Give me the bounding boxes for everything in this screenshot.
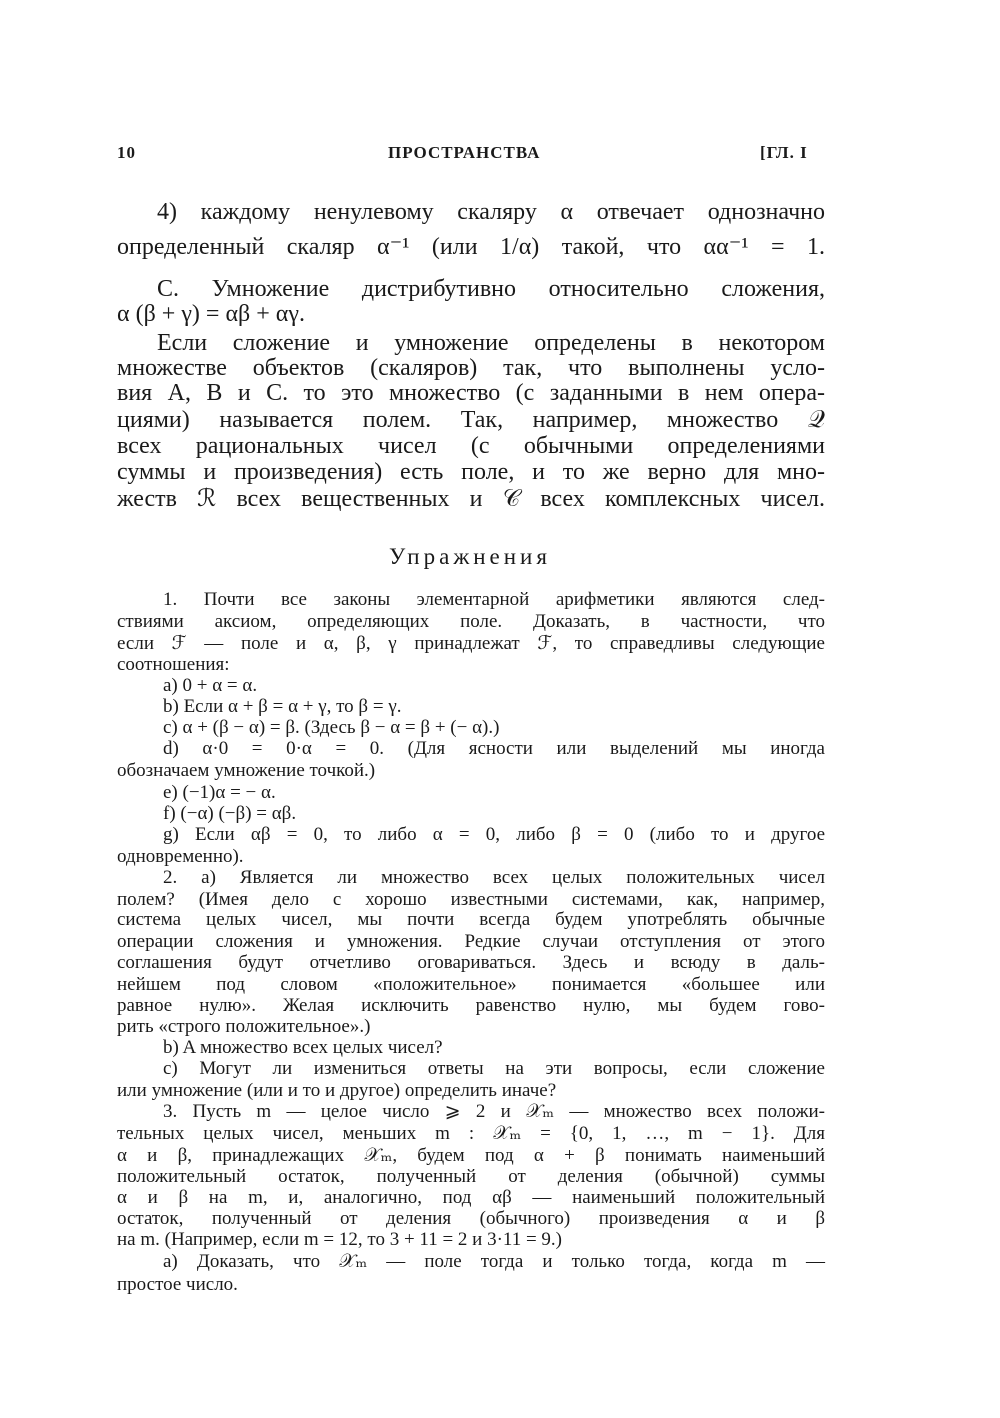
text-line: ствиями аксиом, определяющих поле. Доказать, в частности, что xyxy=(117,611,825,632)
text-line: рить «строго положительное».) xyxy=(117,1016,371,1037)
text-line: полем? (Имея дело с хорошо известными системами, как, например, xyxy=(117,889,825,910)
text-line: циями) называется полем. Так, например, множество 𝒬 xyxy=(117,407,825,433)
text-line: если ℱ — поле и α, β, γ принадлежат ℱ, то справедливы следующие xyxy=(117,633,825,654)
running-title: ПРОСТРАНСТВА xyxy=(388,143,541,162)
chapter-label: [ГЛ. I xyxy=(760,143,808,162)
text-line: жеств ℛ всех вещественных и 𝒞 всех комплексных чисел. xyxy=(117,486,825,512)
text-line: или умножение (или и то и другое) определить иначе? xyxy=(117,1080,557,1101)
text-line: b) A множество всех целых чисел? xyxy=(163,1037,443,1058)
text-line: a) 0 + α = α. xyxy=(163,675,258,696)
text-line: всех рациональных чисел (с обычными определениями xyxy=(117,433,825,459)
text-line: обозначаем умножение точкой.) xyxy=(117,760,376,781)
text-line: a) Доказать, что 𝒳ₘ — поле тогда и только тогда, когда m — xyxy=(163,1251,825,1272)
text-line: тельных целых чисел, меньших m : 𝒳ₘ = {0, 1, …, m − 1}. Для xyxy=(117,1123,825,1144)
text-line: α и β, принадлежащих 𝒳ₘ, будем под α + β понимать наименьший xyxy=(117,1145,825,1166)
text-line: 3. Пусть m — целое число ⩾ 2 и 𝒳ₘ — множество всех положи- xyxy=(163,1101,825,1122)
text-line: Если сложение и умножение определены в некотором xyxy=(157,330,825,356)
text-line: множестве объектов (скаляров) так, что выполнены усло- xyxy=(117,355,825,381)
text-line: положительный остаток, полученный от деления (обычной) суммы xyxy=(117,1166,825,1187)
text-line: соглашения будут отчетливо оговариваться. Здесь и всюду в даль- xyxy=(117,952,825,973)
text-line: суммы и произведения) есть поле, и то же верно для мно- xyxy=(117,459,825,485)
page-number: 10 xyxy=(117,143,136,162)
text-line: остаток, полученный от деления (обычного) произведения α и β xyxy=(117,1208,825,1229)
text-line: нейшем под словом «положительное» понимается «большее или xyxy=(117,974,825,995)
text-line: 4) каждому ненулевому скаляру α отвечает однозначно xyxy=(157,199,825,225)
text-line: равное нулю». Желая исключить равенство нулю, мы будем гово- xyxy=(117,995,825,1016)
text-line: операции сложения и умножения. Редкие случаи отступления от этого xyxy=(117,931,825,952)
text-line: c) Могут ли измениться ответы на эти вопросы, если сложение xyxy=(163,1058,825,1079)
text-line: b) Если α + β = α + γ, то β = γ. xyxy=(163,696,402,717)
text-line: соотношения: xyxy=(117,654,230,675)
text-line: С. Умножение дистрибутивно относительно сложения, xyxy=(157,276,825,302)
exercises-heading: Упражнения xyxy=(389,544,551,569)
text-line: одновременно). xyxy=(117,846,244,867)
text-line: e) (−1)α = − α. xyxy=(163,782,276,803)
text-line: 2. a) Является ли множество всех целых положительных чисел xyxy=(163,867,825,888)
text-line: g) Если αβ = 0, то либо α = 0, либо β = 0 (либо то и другое xyxy=(163,824,825,845)
text-line: f) (−α) (−β) = αβ. xyxy=(163,803,297,824)
text-line: вия A, B и C. то это множество (с заданными в нем опера- xyxy=(117,380,825,406)
text-line: система целых чисел, мы почти всегда будем употреблять обычные xyxy=(117,909,825,930)
text-line: c) α + (β − α) = β. (Здесь β − α = β + (− α).) xyxy=(163,717,500,738)
text-line: α (β + γ) = αβ + αγ. xyxy=(117,301,305,327)
text-line: определенный скаляр α⁻¹ (или 1/α) такой, что αα⁻¹ = 1. xyxy=(117,234,825,260)
text-line: простое число. xyxy=(117,1274,238,1295)
text-line: 1. Почти все законы элементарной арифметики являются след- xyxy=(163,589,825,610)
text-line: α и β на m, и, аналогично, под αβ — наименьший положительный xyxy=(117,1187,825,1208)
text-line: d) α·0 = 0·α = 0. (Для ясности или выделений мы иногда xyxy=(163,738,825,759)
text-line: на m. (Например, если m = 12, то 3 + 11 = 2 и 3·11 = 9.) xyxy=(117,1229,562,1250)
